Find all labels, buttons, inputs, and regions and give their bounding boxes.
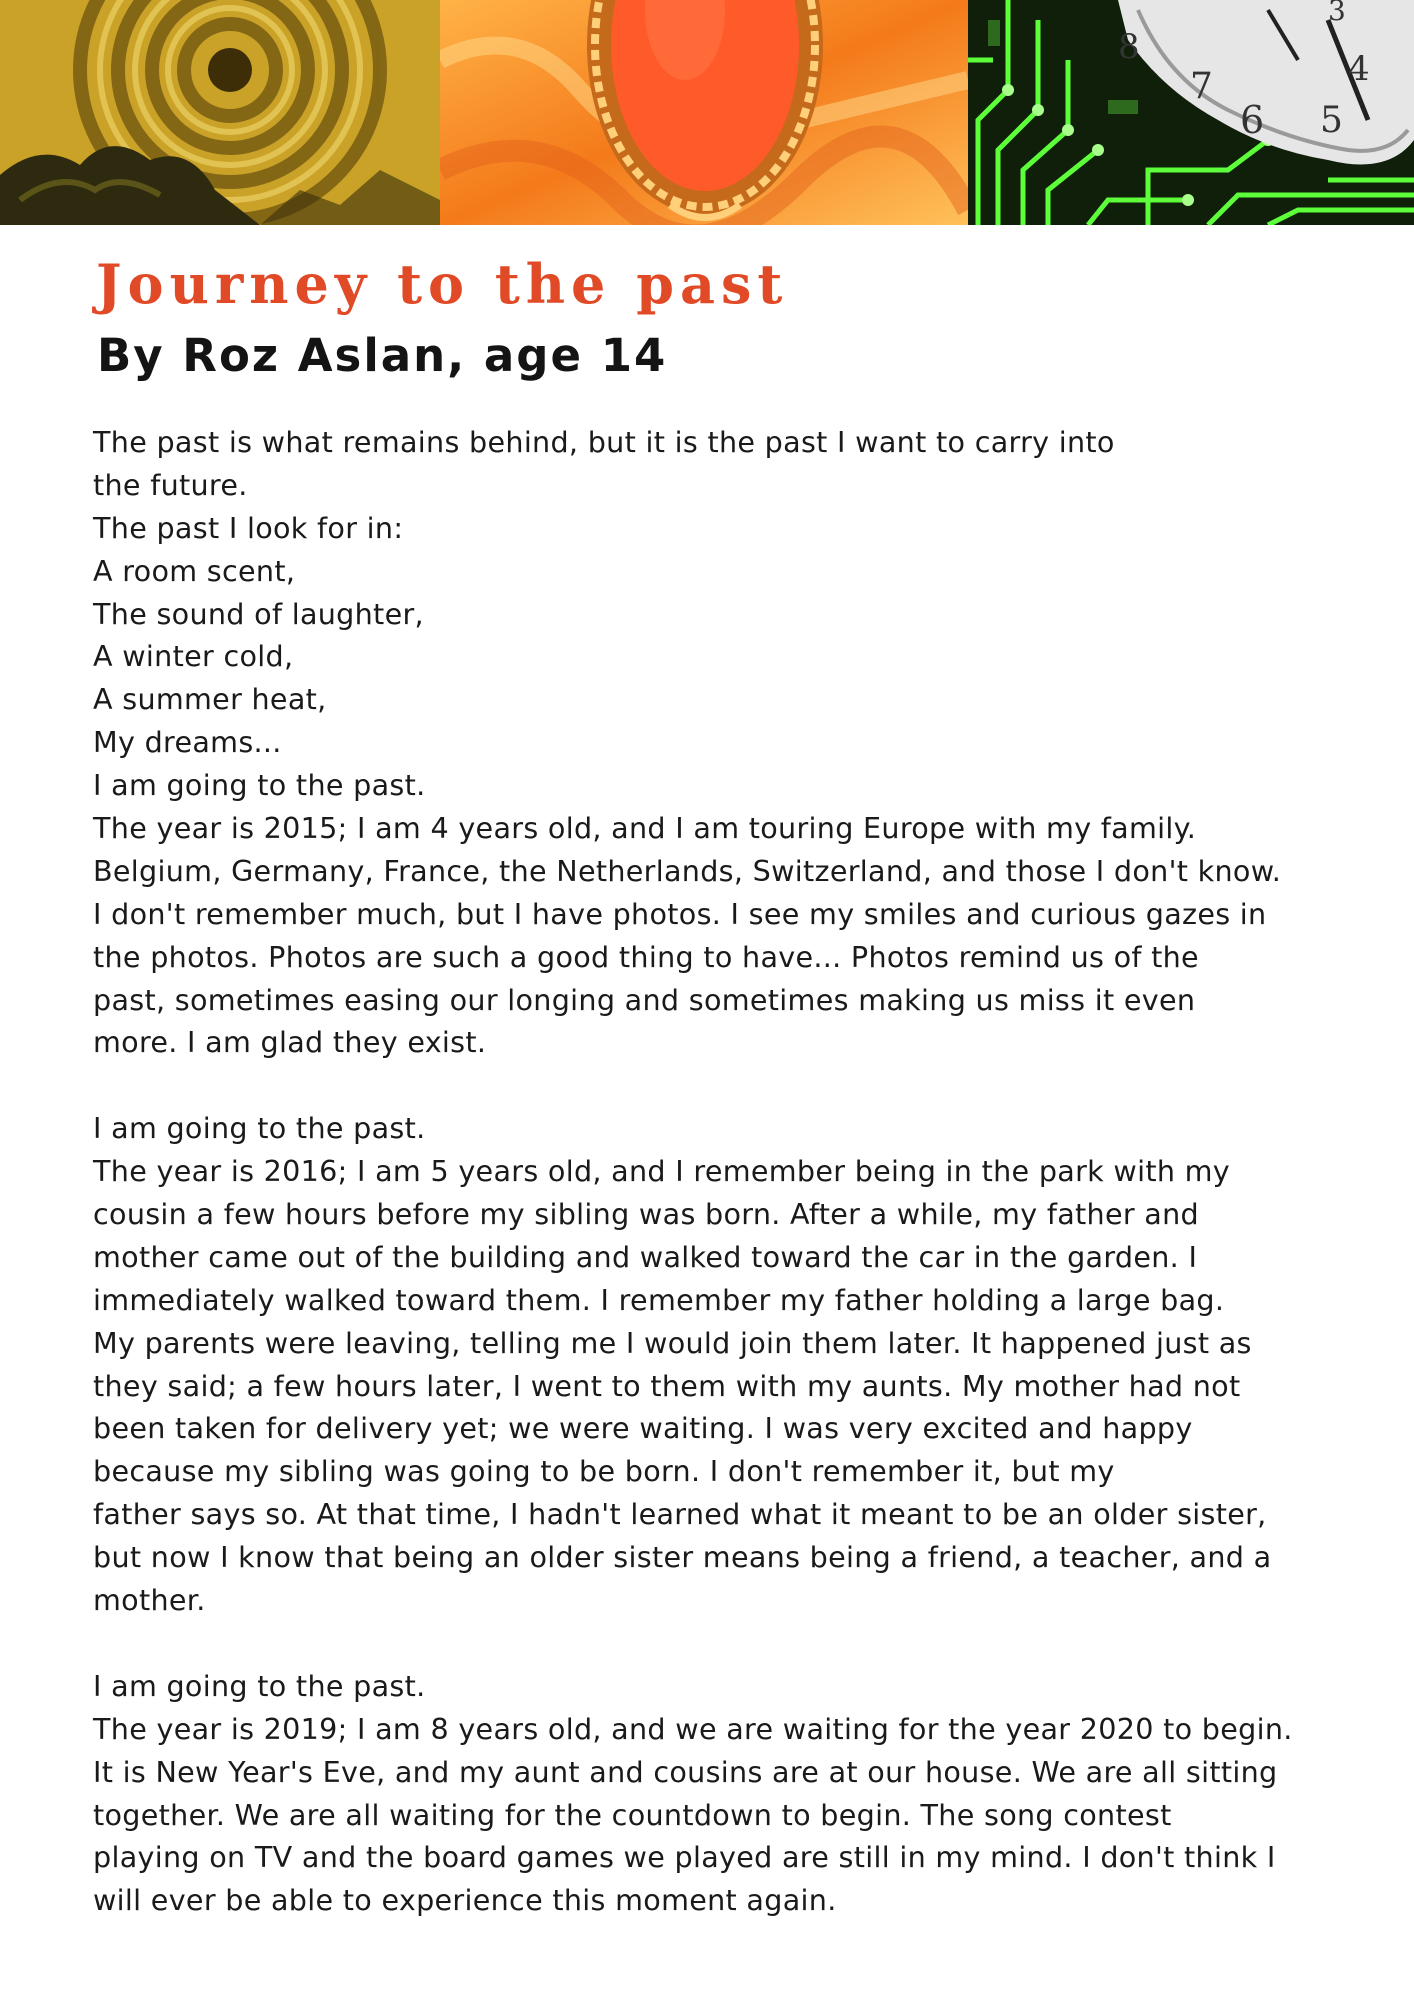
body-line: together. We are all waiting for the countdown to begin. The song contest xyxy=(93,1797,1172,1832)
body-line: The year is 2019; I am 8 years old, and we are waiting for the year 2020 to begin. xyxy=(93,1711,1293,1746)
body-line: I am going to the past. xyxy=(93,1668,426,1703)
body-line: playing on TV and the board games we played are still in my mind. I don't think I xyxy=(93,1840,1276,1875)
body-line: I am going to the past. xyxy=(93,768,426,803)
melting-clock-circuit-image xyxy=(968,0,1414,225)
clock-numeral-7: 7 xyxy=(1190,66,1213,107)
body-line: A winter cold, xyxy=(93,639,294,674)
paragraph-gap xyxy=(93,1064,1333,1107)
body-line: the future. xyxy=(93,467,248,502)
body-line: The past is what remains behind, but it is the past I want to carry into xyxy=(93,425,1115,459)
body-line: but now I know that being an older sister means being a friend, a teacher, and a xyxy=(93,1540,1272,1575)
body-line: A room scent, xyxy=(93,553,296,588)
body-line: because my sibling was going to be born. I don't remember it, but my xyxy=(93,1454,1115,1489)
body-line: will ever be able to experience this moment again. xyxy=(93,1883,837,1918)
body-line: they said; a few hours later, I went to them with my aunts. My mother had not xyxy=(93,1368,1241,1403)
body-line: My dreams... xyxy=(93,725,282,760)
body-line: The year is 2015; I am 4 years old, and I am touring Europe with my family. xyxy=(93,811,1197,846)
ornate-mirror-image xyxy=(440,0,968,225)
body-line: the photos. Photos are such a good thing to have... Photos remind us of the xyxy=(93,939,1199,974)
body-line: It is New Year's Eve, and my aunt and cousins are at our house. We are all sitting xyxy=(93,1754,1278,1789)
clock-numeral-3: 3 xyxy=(1328,0,1346,27)
body-line: past, sometimes easing our longing and sometimes making us miss it even xyxy=(93,982,1196,1017)
body-line: been taken for delivery yet; we were waiting. I was very excited and happy xyxy=(93,1411,1193,1446)
page-title: Journey to the past xyxy=(96,252,789,316)
poem-body xyxy=(93,421,1333,1922)
clock-numeral-4: 4 xyxy=(1348,49,1370,89)
body-line: I am going to the past. xyxy=(93,1111,426,1146)
body-line: mother came out of the building and walked toward the car in the garden. I xyxy=(93,1239,1198,1274)
clock-numeral-5: 5 xyxy=(1320,100,1343,141)
header-banner xyxy=(0,0,1414,225)
body-line: The past I look for in: xyxy=(93,510,404,545)
author-byline: By Roz Aslan, age 14 xyxy=(97,329,668,382)
clock-numeral-6: 6 xyxy=(1240,98,1265,142)
body-line: The year is 2016; I am 5 years old, and I remember being in the park with my xyxy=(93,1154,1231,1189)
clock-numeral-8: 8 xyxy=(1118,27,1140,67)
body-line: My parents were leaving, telling me I would join them later. It happened just as xyxy=(93,1325,1252,1360)
body-line: I don't remember much, but I have photos. I see my smiles and curious gazes in xyxy=(93,896,1267,931)
body-line: mother. xyxy=(93,1583,206,1618)
body-line: A summer heat, xyxy=(93,682,327,717)
body-line: father says so. At that time, I hadn't learned what it meant to be an older sister, xyxy=(93,1497,1267,1532)
body-line: immediately walked toward them. I remember my father holding a large bag. xyxy=(93,1282,1225,1317)
body-line: The sound of laughter, xyxy=(93,596,424,631)
paragraph-gap xyxy=(93,1622,1333,1665)
spiral-staircase-image xyxy=(0,0,440,225)
body-line: cousin a few hours before my sibling was born. After a while, my father and xyxy=(93,1197,1199,1232)
body-line: more. I am glad they exist. xyxy=(93,1025,487,1060)
body-line: Belgium, Germany, France, the Netherlands, Switzerland, and those I don't know. xyxy=(93,853,1282,888)
